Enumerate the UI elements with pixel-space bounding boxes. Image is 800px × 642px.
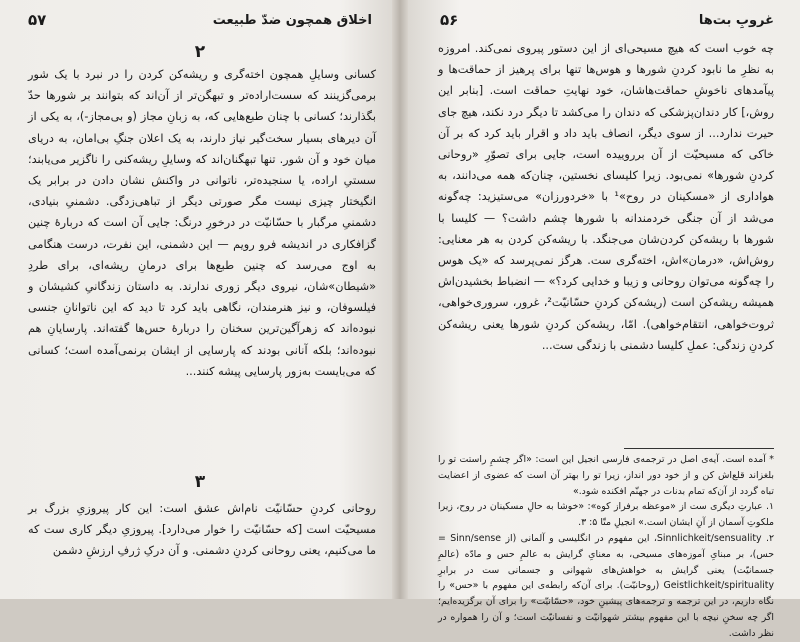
main-body — [438, 38, 774, 356]
section-number: ۳ — [194, 472, 206, 492]
paragraph: چه خوب است که هیچ مسیحی‌ای از این دستور پیروی نمی‌کند. امروزه به نظرِ ما نابود کردنِ شورها و هوس‌ها تنها برای پرهیز از حماقت‌ها و پیآمدهای ناخوشِ حماقت‌هاشان، خود نهایتِ حماقت است. [بنابر این روش،] کار دندان‌پزشکی که دندان را می‌کشد تا دیگر درد نکند، هیچ جای حیرت ندارد... از سوی دیگر، انصاف باید داد و اقرار باید کرد که بر آن خاکی که مسیحیّت از آن برروییده است، جایی برای تصوّرِ «روحانی کردنِ شورها» نمی‌بود. زیرا کلیسای نخستین، چنان‌که همه می‌دانند، به هواداری از «مسکینان در روح»¹ با «خردورزان» می‌ستیزید: چه‌گونه می‌شد از آن جنگی خردمندانه با شورها چشم داشت؟ — کلیسا با شورها با ریشه‌کن کردن‌شان می‌جنگد. با ریشه‌کن کردن به هر معنایی: روش‌اش، «درمان»اش، اخته‌گری ست. هرگز نمی‌پرسد که «یک هوس را چه‌گونه می‌توان روحانی و زیبا و خدایی کرد؟» — انضباط بخشیدن‌اش همیشه ریشه‌کن است (ریشه‌کن کردنِ حسّانیّت²، غرور، سروری‌خواهی، ثروت‌خواهی، انتقام‌خواهی). امّا، ریشه‌کن کردنِ شورها یعنی ریشه‌کن کردنِ زندگی: عملِ کلیسا دشمنی با زندگی ست... — [438, 42, 774, 352]
footnote: ۱. عبارتِ دیگری ست از «موعظه برفراز کوه»: «خوشا به حالِ مسکینان در روح، زیرا ملکوتِ آسمان از آنِ ایشان است.» انجیلِ متّا ۵: ۳. — [438, 501, 774, 529]
paragraph: کسانی وسایلِ همچون اخته‌گری و ریشه‌کن کردن را در نبرد با یک شور برمی‌گزینند که سست‌اراده‌تر و تبهگن‌تر از آن‌اند که بتوانند بر شورها حدّ بگذارند؛ کسانی با چنان طبع‌هایی که، به زبانِ مجاز (و بی‌مجاز-)، به یکی از آن دیرهای بسیار سخت‌گیر نیاز دارند، به یک اعلان جنگِ بی‌امان، به دریای میان خود و آن شور. تنها تبهگنان‌اند که وسایلِ ریشه‌کنی را ناگزیر می‌یابند؛ سستیِ اراده، یا سنجیده‌تر، ناتوانی در واکنش نشان دادن در برابر یک انگیختار چیزی نیست مگر صورتی دیگر از تباهی‌زدگی. دشمنیِ بنیادی، دشمنیِ مرگبار با حسّانیّت در درخورِ درنگ: جایی آن است که دربارهٔ چنین گزافکاری در اندیشه فرو رویم — این دشمنی، این نفرت، درست هنگامی به اوج می‌رسد که چنین طبع‌ها برای درمانِ ریشه‌ای، برای طردِ «شیطان»شان، نیروی دیگر زوری ندارند. به داستان زندگانیِ کشیشان و فیلسوفان، و نیز هنرمندان، نگاهی باید کرد تا دید که این ناتوانانِ جنسی نبوده‌اند که زهرآگین‌ترین سخنان را دربارهٔ حس‌ها گفته‌اند. پارسایانِ هم نبوده‌اند؛ بلکه آنانی بودند که پارسایی از ایشان برنمی‌آمده است؛ کسانی که می‌بایست به‌زور پارسایی پیشه کنند... — [28, 68, 376, 378]
book-gutter — [392, 0, 408, 599]
running-title: غروبِ بت‌ها — [698, 12, 774, 28]
section-3-body — [28, 498, 376, 562]
section-2-body — [28, 64, 376, 382]
paragraph: روحانی کردنِ حسّانیّت نام‌اش عشق است: این کار پیروزیِ بزرگ بر مسیحیّت است [که حسّانیّت را خوار می‌دارد]. پیروزیِ دیگر کاری ست که ما می‌کنیم، یعنی روحانی کردنِ دشمنی. و آن درکِ ژرفِ ارزشِ دشمن — [28, 502, 376, 558]
right-page — [400, 0, 800, 639]
footnote-divider — [624, 448, 774, 449]
section-number: ۲ — [194, 42, 206, 62]
page-number: ۵۶ — [440, 11, 459, 29]
footnote: * آمده است. آیه‌ی اصل در ترجمه‌ی فارسی انجیل این است: «اگر چشمِ راستت تو را بلغزاند قلع‌اش کن و از خود دور انداز، زیرا تو را بهتر آن است که عضوی از اعضایت تباه گردد از آن‌که تمام بدنات در جهنّم افکنده شود.» — [438, 454, 774, 497]
right-page-header — [440, 10, 774, 30]
left-page — [0, 0, 400, 599]
footnotes — [438, 452, 774, 642]
page-number: ۵۷ — [28, 11, 47, 29]
left-page-header — [28, 10, 372, 30]
running-title: اخلاق همچون ضدّ طبیعت — [212, 12, 372, 28]
footnote: ۲. Sinnlichkeit/sensuality، این مفهوم در انگلیسی و آلمانی (از Sinn/sense = حس)، بر مبنایِ آموزه‌های مسیحی، به معنایِ گرایش به عالمِ حس و مادّه (عالمِ جسمانیّت) یعنی گرایش به خواهش‌های شهوانی و جسمانی ست در برابرِ Geistlichkeit/spirituality (روحانیّت). برای آن‌که رابطه‌ی این مفهوم با «حس» را نگاه داریم، در این ترجمه و ترجمه‌های پیشینِ خود، «حسّانیّت» را برای آن برگزیده‌ایم؛ اگر چه سخنِ نیچه با این مفهوم بیشتر شهوانیّت و نفسانیّت است؛ و آن را همواره در نظر داشت. — [438, 532, 774, 639]
